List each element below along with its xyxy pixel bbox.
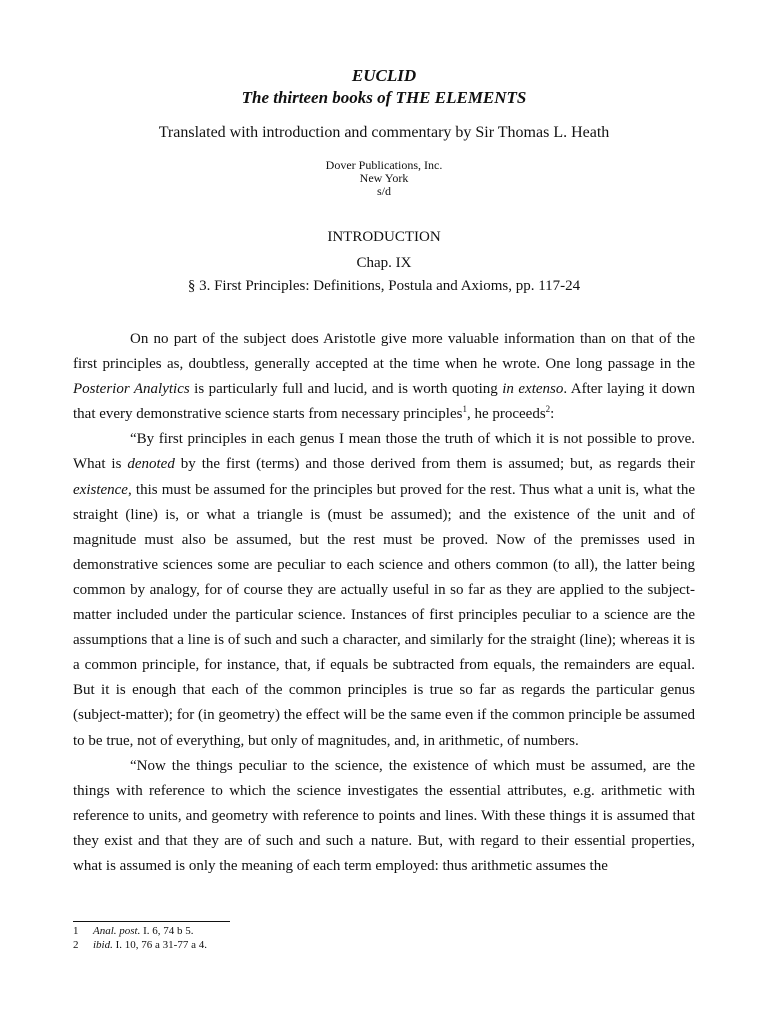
paragraph-1 (73, 327, 695, 427)
footnote-ref-2[interactable]: 2 (545, 404, 551, 415)
text-run: . After laying it down that every demonstrative science starts from necessary principles (73, 381, 695, 423)
publisher: Dover Publications, Inc. (325, 158, 443, 172)
footnote-source: Anal. post. (93, 925, 141, 937)
paragraph-3: “Now the things peculiar to the science, the existence of which must be assumed, are the things with reference to which the science investigates the essential attributes, e.g. arithmetic with reference to units, and geometry with reference to points and lines. With these things it is assumed that they exist and that they are of such and such a nature. But, with regard to their essential properties, what is assumed is only the meaning of each term employed: thus arithmetic assumes the (73, 757, 695, 874)
footnotes (73, 924, 473, 952)
text-run: by the first (terms) and those derived from them is assumed; but, as regards their (174, 456, 695, 473)
paragraph-2 (73, 427, 695, 753)
footnote-ref-1[interactable]: 1 (462, 404, 467, 415)
footnote-source: ibid. (93, 939, 113, 951)
section-heading: INTRODUCTION (327, 229, 441, 245)
text-run: On no part of the subject does Aristotle give more valuable information than on that of the first principles as, doubtless, generally accepted at the time when he wrote. One long passage in the (73, 331, 695, 373)
text-run: , this must be assumed for the principles but proved for the rest. Thus what a unit is, what the straight (line) is, or what a triangle is (must be assumed); and the existence of the unit and of magnitude must also be assumed, but the rest must be proved. Now of the premisses used in demonstrative sciences some are peculiar to each science and others common (to all), the latter being common by analogy, for of course they are actually useful in so far as they are applied to the subject-matter included under the particular science. Instances of first principles peculiar to a science are the assumptions that a line is of such and such a character, and similarly for the straight (line); whereas it is a common principle, for instance, that, if equals be subtracted from equals, the remainders are equal. But it is enough that each of the common principles is true so far as regards the particular genus (subject-matter); for (in geometry) the effect will be the same even if the common principle be assumed to be true, not of everything, but only of magnitudes, and, in arithmetic, of numbers. (73, 481, 695, 749)
chapter-heading: Chap. IX (356, 255, 412, 271)
book-title: The thirteen books of THE ELEMENTS (241, 88, 527, 107)
italic-text: in extenso (502, 381, 564, 398)
footnote-text: I. 6, 74 b 5. (140, 925, 194, 937)
publisher-city: New York (359, 171, 409, 185)
publication-info (0, 158, 768, 197)
translator-line: Translated with introduction and commentary by Sir Thomas L. Heath (158, 124, 610, 141)
italic-text: existence (73, 481, 128, 498)
text-run: , he proceeds (466, 406, 546, 423)
footnote-text: I. 10, 76 a 31-77 a 4. (112, 939, 207, 951)
subsection-heading: § 3. First Principles: Definitions, Postula and Axioms, pp. 117-24 (187, 278, 581, 294)
body-text (73, 327, 695, 879)
publication-date: s/d (376, 184, 391, 198)
italic-text: Posterior Analytics (73, 381, 190, 398)
text-run: : (550, 406, 555, 423)
footnote-number: 1 (73, 925, 79, 937)
italic-text: denoted (127, 456, 175, 473)
text-run: “By first principles in each genus I mean those the truth of which it is not possible to prove. What is (73, 431, 695, 473)
author-title: EUCLID (351, 66, 417, 85)
footnote-2 (73, 938, 473, 952)
footnote-divider (73, 921, 230, 922)
text-run: is particularly full and lucid, and is worth quoting (189, 381, 503, 398)
footnote-number: 2 (73, 939, 79, 951)
footnote-1 (73, 924, 473, 938)
